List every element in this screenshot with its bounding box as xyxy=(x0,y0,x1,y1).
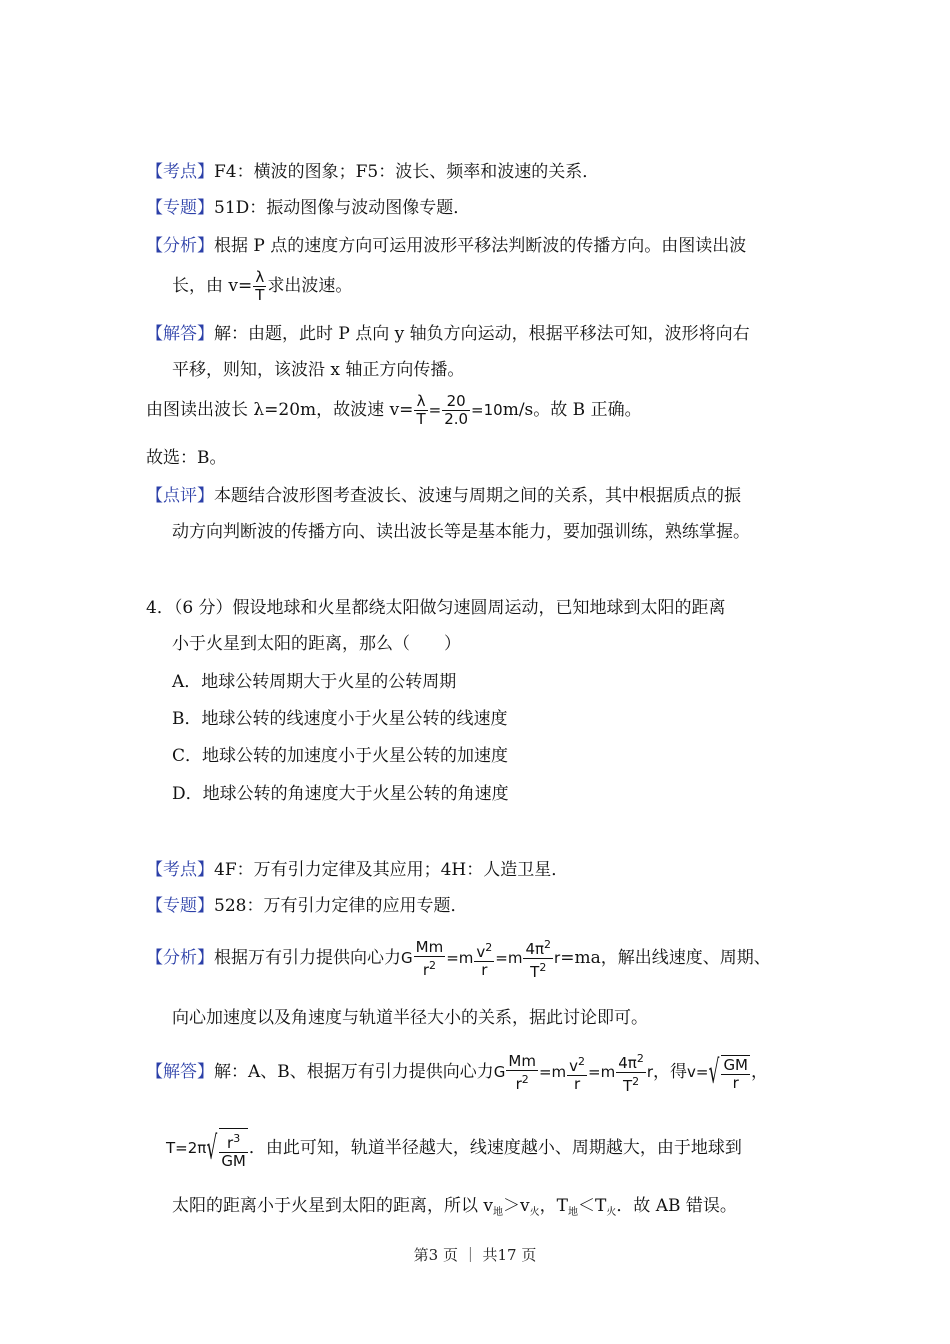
zhuanti-tag: 【专题】 xyxy=(146,896,214,916)
jieda-text-2: 平移，则知，该波沿 x 轴正方向传播。 xyxy=(172,360,465,380)
q4-stem-2: 小于火星到太阳的距离，那么（ ） xyxy=(172,634,461,654)
jieda-text-2b: ．由此可知，轨道半径越大，线速度越小、周期越大，由于地球到 xyxy=(248,1138,742,1158)
q3-zhuanti xyxy=(146,196,470,220)
jieda-text: 解：由题，此时 P 点向 y 轴负方向运动，根据平移法可知，波形将向右 xyxy=(214,324,750,344)
fenxi-tag: 【分析】 xyxy=(146,236,214,256)
sqrt-r3-over-GM: √ $\frac{r^3}{GM}$ xyxy=(206,1123,249,1175)
jieda-tag: 【解答】 xyxy=(146,1062,214,1082)
q4-option-d[interactable]: D．地球公转的角速度大于火星公转的角速度 xyxy=(172,784,509,804)
q4-jieda-line3: 太阳的距离小于火星到太阳的距离，所以 $v_地>v_火$，$T_地<T_火$．故 AB 错误。 xyxy=(172,1196,737,1218)
zhuanti-tag: 【专题】 xyxy=(146,198,214,218)
kaodian-text: F4：横波的图象；F5：波长、频率和波速的关系． xyxy=(214,162,600,182)
page-footer: 第3 页 ｜ 共17 页 xyxy=(413,1246,537,1264)
q4-fenxi-line2 xyxy=(172,1006,648,1030)
q3-answer xyxy=(146,446,227,470)
q3-jieda-line1 xyxy=(146,322,750,346)
kaodian-tag: 【考点】 xyxy=(146,162,214,182)
q4-option-b[interactable]: B．地球公转的线速度小于火星公转的线速度 xyxy=(172,709,508,729)
fenxi-text-2a: 长，由 v= xyxy=(172,276,253,296)
calc-text-b: m/s。故 B 正确。 xyxy=(502,400,642,420)
answer-text: 故选：B。 xyxy=(146,448,227,468)
kaodian-tag: 【考点】 xyxy=(146,860,214,880)
formula-4pi2-T2: $\frac{4\pi^2}{T^2}$ xyxy=(525,938,552,981)
q4-kaodian xyxy=(146,858,568,882)
q3-dianping-line1 xyxy=(146,484,741,508)
q3-kaodian xyxy=(146,160,599,184)
zhuanti-text: 528：万有引力定律的应用专题． xyxy=(214,896,468,916)
q4-option-c[interactable]: C．地球公转的加速度小于火星公转的加速度 xyxy=(172,746,509,766)
q3-fenxi-line1 xyxy=(146,234,746,258)
fenxi-text-2b: 求出波速。 xyxy=(267,276,353,296)
calc-frac-1: $\frac{\lambda}{T}$ xyxy=(416,392,426,428)
fenxi-text: 根据 P 点的速度方向可运用波形平移法判断波的传播方向。由图读出波 xyxy=(214,236,747,256)
q4-stem-line2 xyxy=(172,632,461,656)
jieda-text-a: 解：A、B、根据万有引力提供向心力 xyxy=(214,1062,494,1082)
dianping-text: 本题结合波形图考查波长、波速与周期之间的关系，其中根据质点的振 xyxy=(214,486,741,506)
fenxi-text-a: 根据万有引力提供向心力 xyxy=(214,948,401,968)
q4-zhuanti xyxy=(146,894,467,918)
q4-jieda-line2: T=2π √ $\frac{r^3}{GM}$ ．由此可知，轨道半径越大，线速度越小、周期越大，由于地球到 xyxy=(166,1122,742,1175)
fenxi-tag: 【分析】 xyxy=(146,948,214,968)
calc-frac-2: $\frac{20}{2.0}$ xyxy=(444,392,469,428)
dianping-text-2: 动方向判断波的传播方向、读出波长等是基本能力，要加强训练，熟练掌握。 xyxy=(172,522,750,542)
q4-option-a[interactable]: A．地球公转周期大于火星的公转周期 xyxy=(172,672,457,692)
calc-text-a: 由图读出波长 λ=20m，故波速 v= xyxy=(146,400,414,420)
q3-fenxi-line2 xyxy=(172,264,352,308)
dianping-tag: 【点评】 xyxy=(146,486,214,506)
fenxi-text-2: 向心加速度以及角速度与轨道半径大小的关系，据此讨论即可。 xyxy=(172,1008,648,1028)
lambda-over-T: $\frac{\lambda}{T}$ xyxy=(255,268,265,304)
sqrt-GM-over-r: √ $\frac{GM}{r}$ xyxy=(708,1049,751,1097)
q3-calc-line: 由图读出波长 λ=20m，故波速 v= $\frac{\lambda}{T}$ = $\frac{20}{2.0}$ =10m/s。故 B 正确。 xyxy=(146,392,642,428)
jieda-tag: 【解答】 xyxy=(146,324,214,344)
kaodian-text: 4F：万有引力定律及其应用；4H：人造卫星． xyxy=(214,860,569,880)
zhuanti-text: 51D：振动图像与波动图像专题． xyxy=(214,198,471,218)
formula-v2-r: $\frac{v^2}{r}$ xyxy=(476,940,493,979)
q4-stem-line1 xyxy=(146,596,726,620)
q4-stem-1: 4．（6 分）假设地球和火星都绕太阳做匀速圆周运动，已知地球到太阳的距离 xyxy=(146,598,726,618)
formula-Mm-r2: $\frac{Mm}{r^2}$ xyxy=(415,937,444,979)
q3-jieda-line2 xyxy=(172,358,464,382)
q4-fenxi-line1: 【分析】根据万有引力提供向心力G $\frac{Mm}{r^2}$ =m $\frac{v^2}{r}$ =m $\frac{4\pi^2}{T^2}$ r=ma，解出线速度、周期、 xyxy=(146,937,771,981)
q4-jieda-line1: 【解答】解：A、B、根据万有引力提供向心力G $\frac{Mm}{r^2}$ =m $\frac{v^2}{r}$ =m $\frac{4\pi^2}{T^2}$ r，得v= √ $\frac{GM}{r}$ ， xyxy=(146,1048,768,1097)
q3-dianping-line2 xyxy=(172,520,750,544)
fenxi-text-b: =ma，解出线速度、周期、 xyxy=(560,948,771,968)
